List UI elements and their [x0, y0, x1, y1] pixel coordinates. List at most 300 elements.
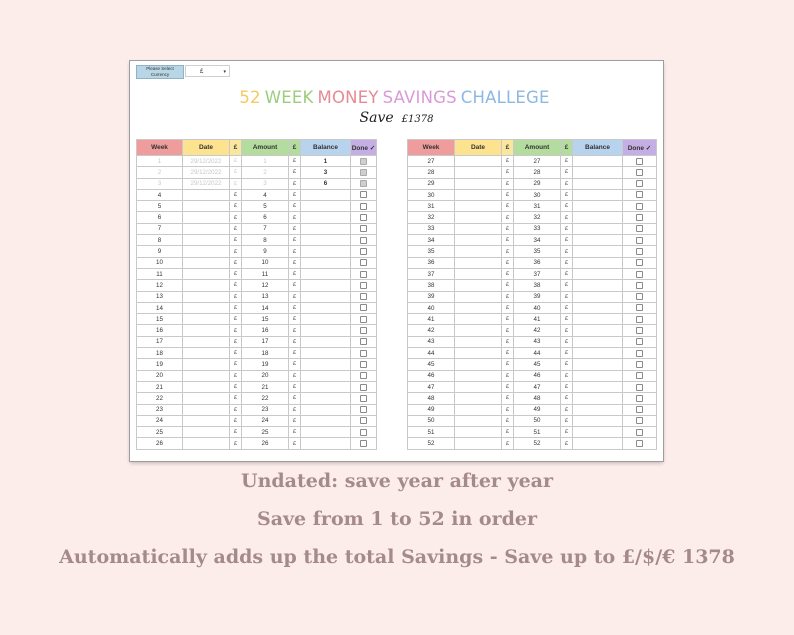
date-cell[interactable] — [455, 212, 502, 223]
amount-cell: 25 — [242, 427, 289, 438]
week-cell: 33 — [408, 223, 455, 234]
date-cell[interactable] — [183, 302, 230, 313]
table-row — [408, 404, 657, 415]
date-cell[interactable] — [183, 415, 230, 426]
date-cell[interactable] — [183, 404, 230, 415]
amount-cell: 24 — [242, 415, 289, 426]
table-row — [137, 201, 377, 212]
currency-symbol-cell: £ — [561, 178, 573, 189]
balance-cell: 3 — [301, 167, 351, 178]
currency-symbol-cell: £ — [561, 167, 573, 178]
currency-symbol-cell: £ — [561, 235, 573, 246]
table-row — [137, 212, 377, 223]
week-cell: 19 — [137, 359, 183, 370]
amount-cell: 38 — [514, 280, 561, 291]
balance-column-header: Balance — [301, 140, 351, 156]
week-cell: 11 — [137, 268, 183, 279]
date-cell[interactable] — [183, 246, 230, 257]
week-cell: 41 — [408, 314, 455, 325]
table-row — [408, 167, 657, 178]
table-row — [408, 438, 657, 449]
currency-symbol-cell: £ — [502, 167, 514, 178]
date-cell[interactable] — [183, 370, 230, 381]
table-row — [408, 212, 657, 223]
table-row — [137, 427, 377, 438]
chevron-down-icon: ▾ — [223, 69, 226, 75]
amount-cell: 39 — [514, 291, 561, 302]
week-cell: 21 — [137, 381, 183, 392]
date-cell[interactable] — [183, 427, 230, 438]
amount-cell: 36 — [514, 257, 561, 268]
currency-symbol-cell: £ — [561, 427, 573, 438]
done-checkbox[interactable] — [636, 191, 643, 198]
week-cell: 6 — [137, 212, 183, 223]
balance-cell — [301, 291, 351, 302]
amount-cell: 47 — [514, 381, 561, 392]
done-checkbox[interactable] — [636, 248, 643, 255]
balance-cell — [573, 302, 623, 313]
week-column-header: Week — [137, 140, 183, 156]
done-cell — [623, 178, 657, 189]
done-cell — [351, 393, 377, 404]
week-cell: 49 — [408, 404, 455, 415]
currency-symbol-cell: £ — [502, 381, 514, 392]
week-cell: 23 — [137, 404, 183, 415]
table-row — [408, 325, 657, 336]
amount-cell: 11 — [242, 268, 289, 279]
done-checkbox[interactable] — [360, 338, 367, 345]
balance-cell — [573, 291, 623, 302]
done-checkbox[interactable] — [636, 203, 643, 210]
done-checkbox[interactable] — [636, 395, 643, 402]
date-cell[interactable] — [183, 235, 230, 246]
week-cell: 5 — [137, 201, 183, 212]
done-cell — [623, 280, 657, 291]
table-row — [408, 415, 657, 426]
date-cell[interactable] — [183, 314, 230, 325]
done-checkbox[interactable] — [636, 271, 643, 278]
week-cell: 12 — [137, 280, 183, 291]
amount-column-header: Amount — [242, 140, 289, 156]
done-checkbox[interactable] — [360, 248, 367, 255]
done-cell — [351, 438, 377, 449]
currency-symbol-cell: £ — [289, 336, 301, 347]
done-cell — [351, 404, 377, 415]
amount-cell: 50 — [514, 415, 561, 426]
done-checkbox[interactable] — [360, 158, 367, 165]
done-checkbox[interactable] — [636, 338, 643, 345]
date-cell[interactable] — [455, 156, 502, 167]
done-checkbox[interactable] — [360, 429, 367, 436]
done-checkbox[interactable] — [636, 304, 643, 311]
done-cell — [351, 314, 377, 325]
date-cell[interactable] — [183, 359, 230, 370]
date-cell[interactable] — [183, 268, 230, 279]
balance-cell — [301, 404, 351, 415]
currency-symbol-cell: £ — [230, 325, 242, 336]
balance-cell — [573, 348, 623, 359]
amount-cell: 46 — [514, 370, 561, 381]
amount-cell: 12 — [242, 280, 289, 291]
amount-cell: 16 — [242, 325, 289, 336]
amount-cell: 5 — [242, 201, 289, 212]
currency-symbol-cell: £ — [561, 280, 573, 291]
table-row — [137, 348, 377, 359]
table-row — [408, 178, 657, 189]
done-checkbox[interactable] — [360, 203, 367, 210]
date-cell[interactable] — [183, 257, 230, 268]
done-checkbox[interactable] — [360, 180, 367, 187]
currency-symbol-cell: £ — [561, 156, 573, 167]
weeks-table-left — [136, 139, 377, 450]
table-row — [137, 291, 377, 302]
currency-symbol-cell: £ — [289, 246, 301, 257]
table-row — [137, 325, 377, 336]
done-checkbox[interactable] — [636, 440, 643, 447]
currency-symbol-cell: £ — [230, 404, 242, 415]
table-row — [408, 359, 657, 370]
date-cell[interactable] — [455, 393, 502, 404]
done-cell — [623, 257, 657, 268]
done-checkbox[interactable] — [636, 372, 643, 379]
currency-symbol-cell: £ — [289, 359, 301, 370]
date-cell[interactable] — [183, 348, 230, 359]
done-checkbox[interactable] — [636, 158, 643, 165]
done-checkbox[interactable] — [360, 237, 367, 244]
done-column-header: Done ✓ — [351, 140, 377, 156]
currency-symbol-cell: £ — [289, 291, 301, 302]
done-cell — [351, 336, 377, 347]
date-cell[interactable] — [455, 235, 502, 246]
done-checkbox[interactable] — [636, 350, 643, 357]
date-cell[interactable] — [455, 415, 502, 426]
done-cell — [623, 189, 657, 200]
done-cell — [623, 370, 657, 381]
date-cell[interactable] — [455, 291, 502, 302]
currency-symbol-cell: £ — [230, 178, 242, 189]
done-checkbox[interactable] — [636, 316, 643, 323]
done-cell — [623, 302, 657, 313]
done-cell — [351, 348, 377, 359]
balance-cell — [573, 223, 623, 234]
amount-cell: 8 — [242, 235, 289, 246]
done-checkbox[interactable] — [360, 327, 367, 334]
currency-symbol-cell: £ — [561, 257, 573, 268]
date-cell[interactable] — [455, 359, 502, 370]
date-cell[interactable] — [183, 325, 230, 336]
balance-cell — [573, 212, 623, 223]
week-cell: 17 — [137, 336, 183, 347]
date-cell[interactable] — [183, 201, 230, 212]
date-cell[interactable] — [455, 201, 502, 212]
done-checkbox[interactable] — [636, 327, 643, 334]
currency-symbol-cell: £ — [502, 156, 514, 167]
done-checkbox[interactable] — [360, 417, 367, 424]
week-cell: 26 — [137, 438, 183, 449]
done-checkbox[interactable] — [360, 214, 367, 221]
date-cell[interactable] — [183, 212, 230, 223]
week-cell: 36 — [408, 257, 455, 268]
currency-symbol-cell: £ — [289, 427, 301, 438]
currency-symbol-cell: £ — [561, 246, 573, 257]
currency-symbol-cell: £ — [561, 325, 573, 336]
done-checkbox[interactable] — [636, 259, 643, 266]
date-cell[interactable] — [183, 280, 230, 291]
date-cell[interactable] — [455, 280, 502, 291]
balance-cell — [301, 257, 351, 268]
done-cell — [623, 359, 657, 370]
table-row — [137, 167, 377, 178]
balance-cell: 1 — [301, 156, 351, 167]
currency-symbol-cell: £ — [561, 415, 573, 426]
amount-cell: 51 — [514, 427, 561, 438]
date-cell[interactable] — [455, 268, 502, 279]
done-checkbox[interactable] — [360, 304, 367, 311]
done-checkbox[interactable] — [636, 214, 643, 221]
table-row — [137, 415, 377, 426]
done-checkbox[interactable] — [636, 417, 643, 424]
week-cell: 3 — [137, 178, 183, 189]
table-row — [408, 336, 657, 347]
currency-symbol-cell: £ — [561, 223, 573, 234]
balance-cell — [301, 201, 351, 212]
date-cell[interactable] — [455, 223, 502, 234]
done-checkbox[interactable] — [360, 271, 367, 278]
date-cell[interactable] — [455, 189, 502, 200]
week-cell: 28 — [408, 167, 455, 178]
table-row — [137, 246, 377, 257]
done-checkbox[interactable] — [360, 372, 367, 379]
done-checkbox[interactable] — [360, 350, 367, 357]
date-cell[interactable]: 29/12/2022 — [183, 167, 230, 178]
table-row — [408, 280, 657, 291]
currency-symbol-cell: £ — [289, 178, 301, 189]
date-column-header: Date — [183, 140, 230, 156]
balance-cell — [573, 268, 623, 279]
balance-cell — [301, 314, 351, 325]
date-cell[interactable] — [183, 438, 230, 449]
done-checkbox[interactable] — [636, 169, 643, 176]
amount-cell: 27 — [514, 156, 561, 167]
week-cell: 7 — [137, 223, 183, 234]
date-cell[interactable] — [455, 370, 502, 381]
date-cell[interactable] — [183, 291, 230, 302]
currency-symbol-cell: £ — [230, 167, 242, 178]
date-cell[interactable] — [455, 404, 502, 415]
table-row — [408, 370, 657, 381]
currency-column-header: £ — [502, 140, 514, 156]
currency-symbol-cell: £ — [230, 201, 242, 212]
title-word: CHALLEGE — [460, 88, 550, 107]
amount-cell: 37 — [514, 268, 561, 279]
done-checkbox[interactable] — [360, 316, 367, 323]
date-cell[interactable] — [183, 393, 230, 404]
done-checkbox[interactable] — [360, 395, 367, 402]
currency-symbol-cell: £ — [561, 393, 573, 404]
amount-cell: 17 — [242, 336, 289, 347]
date-cell[interactable] — [455, 302, 502, 313]
balance-cell — [301, 359, 351, 370]
date-cell[interactable] — [455, 325, 502, 336]
balance-cell — [301, 336, 351, 347]
done-checkbox[interactable] — [360, 225, 367, 232]
done-checkbox[interactable] — [360, 191, 367, 198]
week-cell: 16 — [137, 325, 183, 336]
currency-symbol-cell: £ — [230, 212, 242, 223]
currency-dropdown[interactable] — [185, 65, 230, 77]
week-cell: 38 — [408, 280, 455, 291]
currency-symbol-cell: £ — [230, 415, 242, 426]
done-cell — [351, 268, 377, 279]
amount-cell: 33 — [514, 223, 561, 234]
currency-symbol-cell: £ — [289, 201, 301, 212]
date-cell[interactable] — [183, 381, 230, 392]
date-cell[interactable]: 29/12/2022 — [183, 178, 230, 189]
amount-cell: 49 — [514, 404, 561, 415]
table-row — [137, 438, 377, 449]
done-checkbox[interactable] — [636, 361, 643, 368]
currency-symbol-cell: £ — [289, 348, 301, 359]
done-cell — [351, 178, 377, 189]
currency-symbol-cell: £ — [230, 427, 242, 438]
done-checkbox[interactable] — [360, 406, 367, 413]
done-cell — [623, 246, 657, 257]
currency-symbol-cell: £ — [502, 257, 514, 268]
balance-cell — [301, 370, 351, 381]
table-row — [408, 393, 657, 404]
date-cell[interactable] — [455, 178, 502, 189]
savings-goal-label: Save — [359, 110, 394, 126]
done-checkbox[interactable] — [636, 282, 643, 289]
done-checkbox[interactable] — [636, 429, 643, 436]
currency-symbol-cell: £ — [502, 325, 514, 336]
balance-cell — [573, 404, 623, 415]
balance-cell — [301, 280, 351, 291]
week-cell: 42 — [408, 325, 455, 336]
week-cell: 24 — [137, 415, 183, 426]
week-cell: 34 — [408, 235, 455, 246]
done-cell — [351, 223, 377, 234]
amount-cell: 35 — [514, 246, 561, 257]
currency-symbol-cell: £ — [561, 302, 573, 313]
week-cell: 10 — [137, 257, 183, 268]
currency-symbol-cell: £ — [561, 404, 573, 415]
currency-column-header: £ — [561, 140, 573, 156]
table-row — [137, 156, 377, 167]
date-cell[interactable] — [455, 246, 502, 257]
done-cell — [351, 302, 377, 313]
week-cell: 25 — [137, 427, 183, 438]
amount-cell: 18 — [242, 348, 289, 359]
amount-cell: 29 — [514, 178, 561, 189]
date-cell[interactable] — [183, 189, 230, 200]
done-checkbox[interactable] — [636, 293, 643, 300]
table-row — [137, 178, 377, 189]
done-checkbox[interactable] — [360, 361, 367, 368]
done-cell — [623, 438, 657, 449]
done-checkbox[interactable] — [360, 293, 367, 300]
amount-cell: 45 — [514, 359, 561, 370]
table-row — [408, 235, 657, 246]
done-checkbox[interactable] — [636, 225, 643, 232]
done-checkbox[interactable] — [636, 180, 643, 187]
week-cell: 45 — [408, 359, 455, 370]
table-row — [137, 235, 377, 246]
balance-cell — [301, 381, 351, 392]
week-cell: 29 — [408, 178, 455, 189]
currency-symbol-cell: £ — [230, 291, 242, 302]
table-row — [137, 302, 377, 313]
date-cell[interactable] — [455, 167, 502, 178]
table-row — [137, 359, 377, 370]
currency-symbol-cell: £ — [561, 212, 573, 223]
balance-cell — [301, 268, 351, 279]
balance-cell — [573, 178, 623, 189]
caption-auto-total: Automatically adds up the total Savings - Save up to £/$/€ 1378 — [59, 546, 735, 568]
currency-symbol-cell: £ — [230, 280, 242, 291]
done-checkbox[interactable] — [360, 384, 367, 391]
currency-symbol-cell: £ — [561, 359, 573, 370]
amount-cell: 4 — [242, 189, 289, 200]
done-checkbox[interactable] — [360, 259, 367, 266]
currency-symbol-cell: £ — [561, 268, 573, 279]
table-row — [137, 314, 377, 325]
date-cell[interactable] — [455, 348, 502, 359]
done-cell — [351, 156, 377, 167]
date-cell[interactable] — [455, 438, 502, 449]
table-row — [408, 268, 657, 279]
done-cell — [623, 291, 657, 302]
date-cell[interactable] — [183, 336, 230, 347]
week-cell: 22 — [137, 393, 183, 404]
currency-symbol-cell: £ — [502, 336, 514, 347]
done-checkbox[interactable] — [360, 282, 367, 289]
date-cell[interactable] — [455, 336, 502, 347]
date-cell[interactable] — [183, 223, 230, 234]
done-cell — [351, 246, 377, 257]
balance-cell — [573, 201, 623, 212]
date-cell[interactable] — [455, 314, 502, 325]
done-checkbox[interactable] — [360, 169, 367, 176]
amount-cell: 3 — [242, 178, 289, 189]
done-checkbox[interactable] — [636, 237, 643, 244]
done-checkbox[interactable] — [636, 406, 643, 413]
done-cell — [623, 235, 657, 246]
amount-cell: 9 — [242, 246, 289, 257]
table-row — [408, 156, 657, 167]
currency-symbol-cell: £ — [502, 178, 514, 189]
table-row — [408, 314, 657, 325]
caption-order: Save from 1 to 52 in order — [256, 508, 538, 530]
amount-cell: 1 — [242, 156, 289, 167]
done-cell — [351, 381, 377, 392]
table-row — [137, 404, 377, 415]
amount-cell: 20 — [242, 370, 289, 381]
title-word: 52 — [239, 88, 261, 107]
date-cell[interactable] — [455, 381, 502, 392]
balance-cell — [573, 393, 623, 404]
done-cell — [623, 212, 657, 223]
date-cell[interactable] — [455, 257, 502, 268]
date-cell[interactable] — [455, 427, 502, 438]
currency-symbol-cell: £ — [502, 427, 514, 438]
done-checkbox[interactable] — [636, 384, 643, 391]
done-cell — [351, 235, 377, 246]
date-cell[interactable]: 29/12/2022 — [183, 156, 230, 167]
done-checkbox[interactable] — [360, 440, 367, 447]
title-word: MONEY — [317, 88, 379, 107]
amount-cell: 43 — [514, 336, 561, 347]
